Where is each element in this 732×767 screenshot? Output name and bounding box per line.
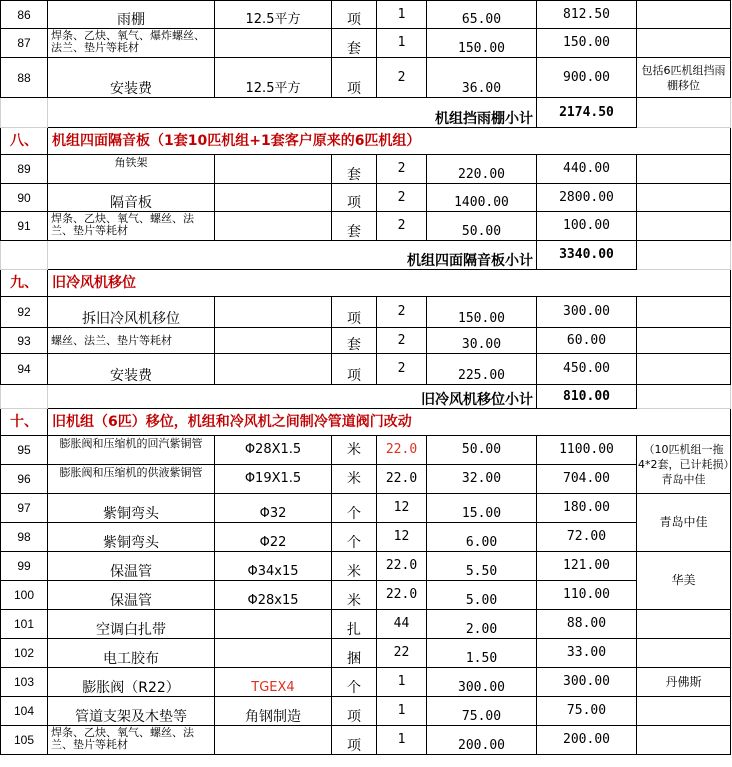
table-row [1, 212, 731, 241]
item-name: 拆旧冷风机移位 [48, 297, 215, 328]
item-unit-price: 5.00 [427, 581, 537, 610]
item-spec [215, 155, 332, 184]
item-name: 保温管 [48, 581, 215, 610]
item-unit-price: 2.00 [427, 610, 537, 639]
item-qty: 2 [377, 328, 427, 354]
row-number: 94 [1, 354, 48, 385]
item-total: 60.00 [537, 328, 637, 354]
item-total: 180.00 [537, 494, 637, 523]
item-qty: 1 [377, 1, 427, 29]
item-spec: 角钢制造 [215, 697, 332, 726]
item-unit-price: 300.00 [427, 668, 537, 697]
item-spec: Φ19X1.5 [215, 465, 332, 494]
subtotal-value: 2174.50 [537, 98, 637, 128]
item-total: 121.00 [537, 552, 637, 581]
section-header [1, 409, 731, 436]
row-number: 101 [1, 610, 48, 639]
item-unit-price: 32.00 [427, 465, 537, 494]
item-qty: 2 [377, 155, 427, 184]
item-spec: TGEX4 [215, 668, 332, 697]
item-total: 450.00 [537, 354, 637, 385]
item-name-text: 膨胀阀和压缩机的供液紫铜管 [59, 466, 203, 479]
table-row [1, 639, 731, 668]
item-unit: 项 [332, 297, 377, 328]
row-number: 87 [1, 29, 48, 58]
item-unit-price: 30.00 [427, 328, 537, 354]
table-row [1, 328, 731, 354]
item-unit: 米 [332, 465, 377, 494]
subtotal-label: 机组四面隔音板小计 [48, 241, 537, 270]
item-name: 角铁架 [48, 155, 215, 184]
item-name: 隔音板 [48, 184, 215, 212]
item-qty: 22.0 [377, 465, 427, 494]
item-unit-price: 225.00 [427, 354, 537, 385]
item-spec [215, 297, 332, 328]
row-number: 90 [1, 184, 48, 212]
table-row [1, 697, 731, 726]
item-spec [215, 726, 332, 755]
item-qty: 2 [377, 212, 427, 241]
item-note [637, 1, 731, 29]
item-qty: 22.0 [377, 552, 427, 581]
item-unit: 项 [332, 184, 377, 212]
item-unit: 个 [332, 523, 377, 552]
item-note [637, 610, 731, 639]
item-name [48, 465, 215, 494]
item-spec: Φ22 [215, 523, 332, 552]
item-unit: 个 [332, 668, 377, 697]
item-note [637, 184, 731, 212]
item-name: 紫铜弯头 [48, 494, 215, 523]
item-spec [215, 354, 332, 385]
item-spec: Φ28x15 [215, 581, 332, 610]
item-total: 75.00 [537, 697, 637, 726]
item-name: 雨棚 [48, 1, 215, 29]
table-row [1, 184, 731, 212]
item-qty: 22 [377, 639, 427, 668]
section-number: 八、 [1, 128, 48, 155]
item-name: 空调白扎带 [48, 610, 215, 639]
item-name: 保温管 [48, 552, 215, 581]
section-title: 机组四面隔音板（1套10匹机组+1套客户原来的6匹机组） [48, 128, 731, 155]
item-qty: 1 [377, 697, 427, 726]
item-spec [215, 29, 332, 58]
row-number: 102 [1, 639, 48, 668]
item-note [637, 297, 731, 328]
item-qty: 22.0 [377, 436, 427, 465]
table-row [1, 354, 731, 385]
table-row [1, 552, 731, 581]
item-unit-price: 50.00 [427, 212, 537, 241]
item-name: 焊条、乙炔、氧气、螺丝、法兰、垫片等耗材 [48, 212, 215, 241]
row-number: 93 [1, 328, 48, 354]
item-name: 膨胀阀（R22） [48, 668, 215, 697]
item-unit-price: 220.00 [427, 155, 537, 184]
item-unit-price: 6.00 [427, 523, 537, 552]
item-unit: 米 [332, 552, 377, 581]
item-unit: 个 [332, 494, 377, 523]
item-unit: 项 [332, 354, 377, 385]
item-qty: 12 [377, 523, 427, 552]
subtotal-row [1, 98, 731, 128]
item-unit: 项 [332, 1, 377, 29]
subtotal-value: 3340.00 [537, 241, 637, 270]
item-name: 安装费 [48, 354, 215, 385]
table-row [1, 726, 731, 755]
item-spec: Φ34x15 [215, 552, 332, 581]
item-name: 焊条、乙炔、氧气、爆炸螺丝、法兰、垫片等耗材 [48, 29, 215, 58]
item-note [637, 697, 731, 726]
item-total: 900.00 [537, 58, 637, 98]
item-name: 电工胶布 [48, 639, 215, 668]
item-qty: 22.0 [377, 581, 427, 610]
item-spec [215, 184, 332, 212]
row-number: 105 [1, 726, 48, 755]
item-note [637, 726, 731, 755]
item-qty: 12 [377, 494, 427, 523]
table-row [1, 668, 731, 697]
row-number: 91 [1, 212, 48, 241]
item-total: 200.00 [537, 726, 637, 755]
table-row [1, 155, 731, 184]
item-unit: 项 [332, 58, 377, 98]
item-note [637, 354, 731, 385]
row-number: 86 [1, 1, 48, 29]
item-unit-price: 5.50 [427, 552, 537, 581]
row-number: 88 [1, 58, 48, 98]
row-number: 100 [1, 581, 48, 610]
item-note: 青岛中佳 [637, 494, 731, 552]
subtotal-label: 旧冷风机移位小计 [48, 385, 537, 409]
item-name: 焊条、乙炔、氧气、螺丝、法兰、垫片等耗材 [48, 726, 215, 755]
item-qty: 2 [377, 354, 427, 385]
item-qty: 2 [377, 184, 427, 212]
section-number: 九、 [1, 270, 48, 297]
table-row [1, 29, 731, 58]
item-unit: 套 [332, 328, 377, 354]
section-title: 旧机组（6匹）移位，机组和冷风机之间制冷管道阀门改动 [48, 409, 731, 436]
section-header [1, 270, 731, 297]
item-total: 100.00 [537, 212, 637, 241]
item-unit: 项 [332, 697, 377, 726]
item-total: 33.00 [537, 639, 637, 668]
table-row [1, 581, 731, 610]
row-number: 98 [1, 523, 48, 552]
row-number: 89 [1, 155, 48, 184]
table-row [1, 58, 731, 98]
item-unit: 套 [332, 29, 377, 58]
item-unit-price: 1.50 [427, 639, 537, 668]
item-total: 440.00 [537, 155, 637, 184]
item-qty: 2 [377, 297, 427, 328]
table-row [1, 494, 731, 523]
item-note [637, 29, 731, 58]
table-row [1, 1, 731, 29]
table-row [1, 436, 731, 465]
section-title: 旧冷风机移位 [48, 270, 731, 297]
item-spec [215, 610, 332, 639]
item-note: （10匹机组一拖4*2套，已计耗损）青岛中佳 [637, 436, 731, 494]
item-spec: Φ28X1.5 [215, 436, 332, 465]
item-note [637, 328, 731, 354]
item-qty: 2 [377, 58, 427, 98]
subtotal-row [1, 385, 731, 409]
item-name: 安装费 [48, 58, 215, 98]
item-spec: 12.5平方 [215, 1, 332, 29]
item-unit: 套 [332, 155, 377, 184]
item-total: 704.00 [537, 465, 637, 494]
item-unit: 捆 [332, 639, 377, 668]
item-unit-price: 65.00 [427, 1, 537, 29]
item-unit-price: 150.00 [427, 29, 537, 58]
item-spec: 12.5平方 [215, 58, 332, 98]
item-total: 300.00 [537, 297, 637, 328]
item-note [637, 639, 731, 668]
item-unit-price: 50.00 [427, 436, 537, 465]
table-row [1, 523, 731, 552]
item-unit: 套 [332, 212, 377, 241]
item-name: 管道支架及木垫等 [48, 697, 215, 726]
item-spec [215, 328, 332, 354]
row-number: 103 [1, 668, 48, 697]
item-name [48, 436, 215, 465]
subtotal-label: 机组挡雨棚小计 [48, 98, 537, 128]
subtotal-value: 810.00 [537, 385, 637, 409]
row-number: 95 [1, 436, 48, 465]
item-name: 紫铜弯头 [48, 523, 215, 552]
item-unit-price: 150.00 [427, 297, 537, 328]
item-qty: 1 [377, 668, 427, 697]
item-name: 螺丝、法兰、垫片等耗材 [48, 328, 215, 354]
item-note: 包括6匹机组挡雨棚移位 [637, 58, 731, 98]
row-number: 92 [1, 297, 48, 328]
item-total: 88.00 [537, 610, 637, 639]
item-qty: 1 [377, 726, 427, 755]
item-total: 72.00 [537, 523, 637, 552]
item-total: 150.00 [537, 29, 637, 58]
section-number: 十、 [1, 409, 48, 436]
item-total: 2800.00 [537, 184, 637, 212]
item-qty: 44 [377, 610, 427, 639]
item-unit-price: 200.00 [427, 726, 537, 755]
row-number: 104 [1, 697, 48, 726]
item-spec [215, 639, 332, 668]
item-total: 812.50 [537, 1, 637, 29]
item-qty: 1 [377, 29, 427, 58]
item-unit-price: 15.00 [427, 494, 537, 523]
item-unit: 米 [332, 436, 377, 465]
item-unit: 扎 [332, 610, 377, 639]
item-unit: 米 [332, 581, 377, 610]
row-number: 99 [1, 552, 48, 581]
item-name-text: 膨胀阀和压缩机的回汽紫铜管 [59, 437, 203, 450]
item-unit: 项 [332, 726, 377, 755]
item-note: 华美 [637, 552, 731, 610]
item-total: 1100.00 [537, 436, 637, 465]
item-unit-price: 36.00 [427, 58, 537, 98]
item-unit-price: 1400.00 [427, 184, 537, 212]
table-row [1, 297, 731, 328]
item-total: 300.00 [537, 668, 637, 697]
row-number: 97 [1, 494, 48, 523]
item-spec [215, 212, 332, 241]
item-note [637, 155, 731, 184]
item-spec: Φ32 [215, 494, 332, 523]
row-number: 96 [1, 465, 48, 494]
item-unit-price: 75.00 [427, 697, 537, 726]
section-header [1, 128, 731, 155]
item-note: 丹佛斯 [637, 668, 731, 697]
item-note [637, 212, 731, 241]
subtotal-row [1, 241, 731, 270]
item-total: 110.00 [537, 581, 637, 610]
table-row [1, 610, 731, 639]
table-row [1, 465, 731, 494]
